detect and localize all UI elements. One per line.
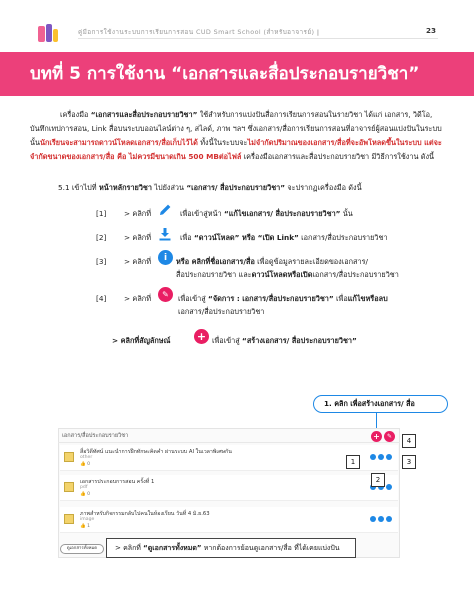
folder-icon [64,514,74,524]
document-title[interactable]: เอกสารประกอบการสอน ครั้งที่ 1 [80,479,155,485]
add-document-note-target: เพื่อเข้าสู่ “สร้างเอกสาร/ สื่อประกอบรายวิชา” [212,336,357,345]
list-item[interactable] [60,507,398,533]
pencil-icon[interactable] [370,454,376,460]
download-icon[interactable] [378,454,384,460]
panel-divider [58,442,400,443]
header-title: คู่มือการใช้งานระบบการเรียนการสอน CUD Smart School (สำหรับอาจารย์) | [78,28,320,36]
list-item[interactable] [60,475,398,501]
marker-3: 3 [402,455,416,469]
download-icon [157,226,173,242]
document-title[interactable]: สื่อวิดีทัศน์ แนะนำการฝึกทักษะคิดคำ ผ่านระบบ AI ในเวลาพิเศษกัน [80,449,232,455]
download-icon[interactable] [378,516,384,522]
step-description: เพื่อเข้าสู่หน้า “แก้ไขเอกสาร/ สื่อประกอบรายวิชา” นั้น [180,209,353,218]
step-description: เพื่อเข้าสู่ “จัดการ : เอกสาร/สื่อประกอบรายวิชา” เพื่อแก้ไขหรือลบ [178,294,388,303]
document-type: pdf [80,485,88,490]
create-callout: 1. คลิก เพื่อสร้างเอกสาร/ สื่อ [313,395,448,413]
cud-logo [36,22,60,46]
chapter-title: บทที่ 5 การใช้งาน “เอกสารและสื่อประกอบรายวิชา” [30,64,420,84]
info-icon[interactable] [386,454,392,460]
folder-icon [64,452,74,462]
wrench-icon: ✎ [158,287,173,302]
view-all-button[interactable]: ดูเอกสารทั้งหมด [60,544,104,554]
panel-header-actions [371,431,395,442]
step-click-label: > คลิกที่ [124,257,152,266]
intro-paragraph: เครื่องมือ “เอกสารและสื่อประกอบรายวิชา” ใช้สำหรับการแบ่งปันสื่อการเรียนการสอนในรายวิชา ได้แก่ เอกสาร, วิดีโอ, บันทึกเทปการสอน, Link สื่อบนระบบออนไลน์ต่าง ๆ, สไลด์, ภาพ ฯลฯ ซึ่งเอกสาร/สื่อการเรียนการสอนที่อาจารย์ผู้สอนแบ่งปันในระบบนั้นนักเรียนจะสามารถดาวน์โหลดเอกสาร/สื่อเก็บไว้ได้ ทั้งนี้ในระบบจะไม่จำกัดปริมาณของเอกสาร/สื่อที่จะอัพโหลดขึ้นในระบบ แต่จะจำกัดขนาดของเอกสาร/สื่อ คือ ไม่ควรมีขนาดเกิน 500 MBต่อไฟล์ เครื่องมือเอกสารและสื่อประกอบรายวิชา มีวิธีการใช้งาน ดังนี้ [30,110,442,161]
document-type: image [80,517,95,522]
step-click-label: > คลิกที่ [124,233,152,242]
like-count: 👍 1 [80,524,91,529]
step-intro: 5.1 เข้าไปที่ หน้าหลักรายวิชา ไปยังส่วน “เอกสาร/ สื่อประกอบรายวิชา” จะปรากฏเครื่องมือ ดังนี้ [58,183,362,192]
folder-icon [64,482,74,492]
add-document-note: > คลิกที่สัญลักษณ์ [112,336,171,345]
step-description: เพื่อ “ดาวน์โหลด” หรือ “เปิด Link” เอกสาร/สื่อประกอบรายวิชา [180,233,388,242]
view-all-note: > คลิกที่ “ดูเอกสารทั้งหมด” หากต้องการย้อนดูเอกสาร/สื่อ ที่ได้เคยแบ่งปัน [106,538,356,558]
wrench-icon[interactable]: ✎ [384,431,395,442]
header-divider [78,38,438,39]
info-icon: i [158,250,173,265]
panel-title: เอกสาร/สื่อประกอบรายวิชา [62,433,129,439]
step-description: หรือ คลิกที่ชื่อเอกสาร/สื่อ เพื่อดูข้อมูลรายละเอียดของเอกสาร/ [176,257,368,266]
step-click-label: > คลิกที่ [124,209,152,218]
marker-1: 1 [346,455,360,469]
page-number: 23 [426,26,437,35]
pencil-icon [157,202,173,218]
info-icon[interactable] [386,484,392,490]
marker-4: 4 [402,434,416,448]
step-number: [1] [96,209,107,218]
step-description-line2: เอกสาร/สื่อประกอบรายวิชา [178,307,265,316]
like-count: 👍 0 [80,492,91,497]
info-icon[interactable] [386,516,392,522]
pencil-icon[interactable] [370,516,376,522]
plus-icon[interactable]: + [371,431,382,442]
document-type: other [80,455,93,460]
step-number: [4] [96,294,107,303]
row-actions [370,454,392,460]
marker-2: 2 [371,473,385,487]
step-number: [3] [96,257,107,266]
like-count: 👍 0 [80,462,91,467]
step-description-line2: สื่อประกอบรายวิชา และดาวน์โหลดหรือเปิดเอกสาร/สื่อประกอบรายวิชา [176,270,399,279]
step-click-label: > คลิกที่ [124,294,152,303]
step-number: [2] [96,233,107,242]
document-title[interactable]: ภาพสำหรับกิจกรรมกลับไปคนในห้องเรียน วันที่ 4 มิ.ย.63 [80,511,210,517]
row-actions [370,516,392,522]
plus-icon: + [194,329,209,344]
